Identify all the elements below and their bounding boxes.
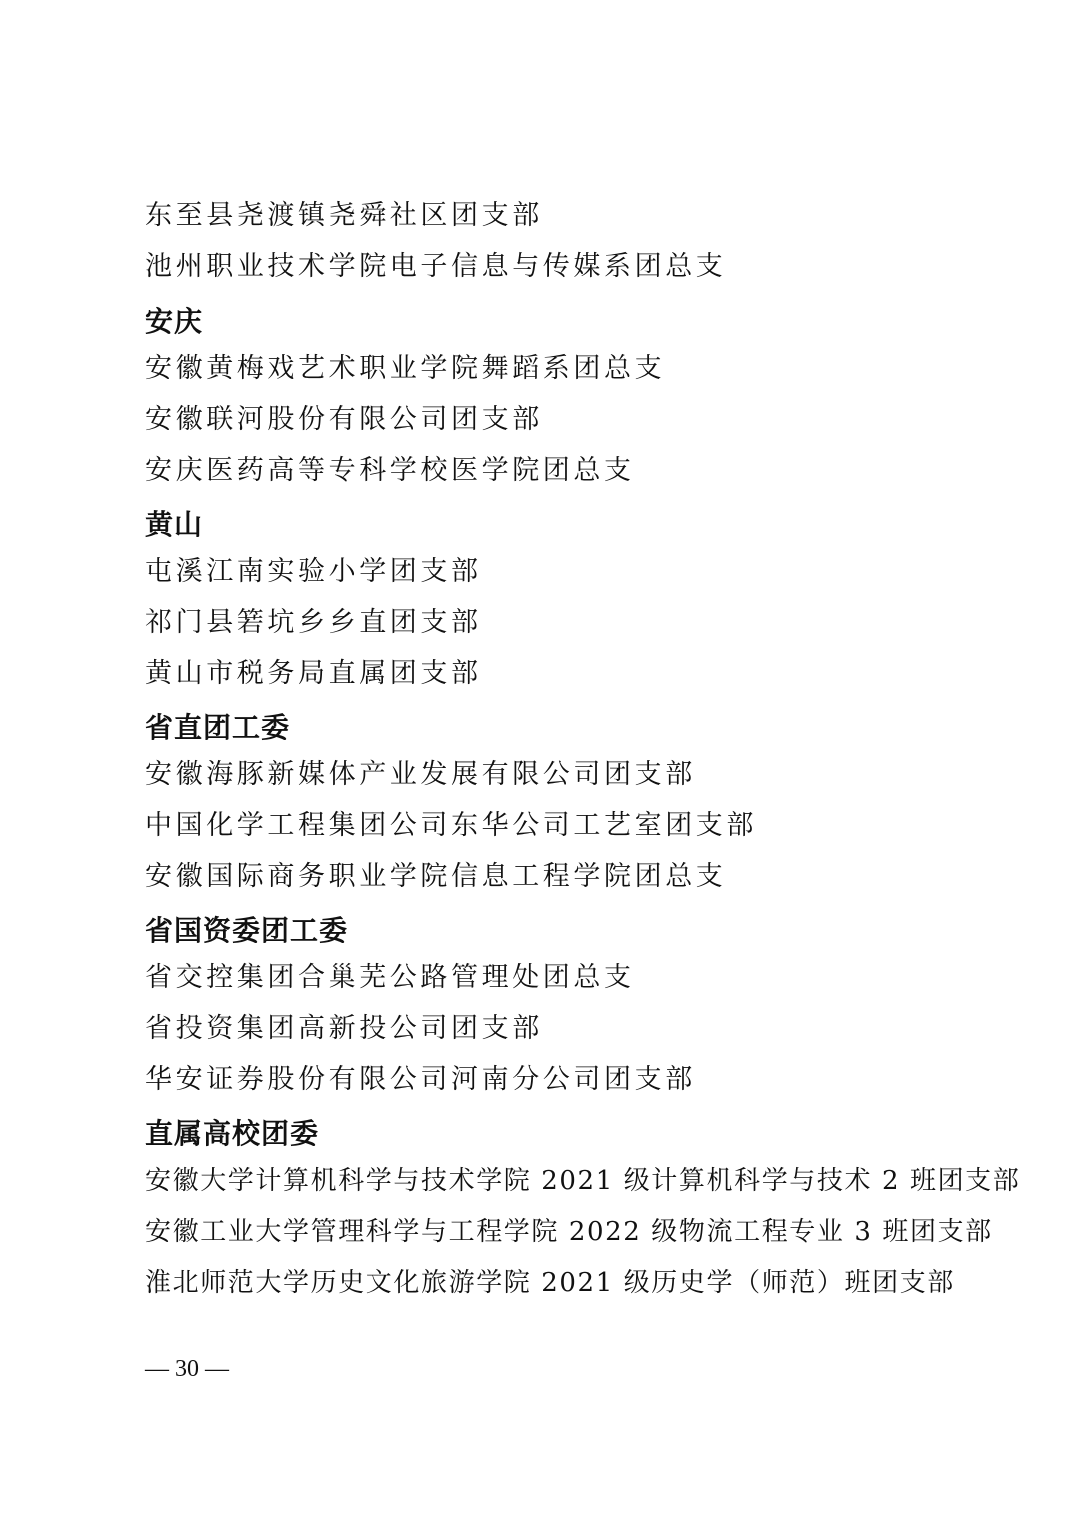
list-item: 安徽大学计算机科学与技术学院 2021 级计算机科学与技术 2 班团支部 <box>145 1166 1021 1196</box>
list-item: 安徽联河股份有限公司团支部 <box>145 404 543 435</box>
list-item: 安徽黄梅戏艺术职业学院舞蹈系团总支 <box>145 353 666 384</box>
list-item: 省交控集团合巢芜公路管理处团总支 <box>145 962 635 993</box>
list-item: 安徽工业大学管理科学与工程学院 2022 级物流工程专业 3 班团支部 <box>145 1217 993 1247</box>
list-item: 黄山市税务局直属团支部 <box>145 658 482 689</box>
list-item: 淮北师范大学历史文化旅游学院 2021 级历史学（师范）班团支部 <box>145 1268 955 1298</box>
page-number: — 30 — <box>145 1356 229 1382</box>
list-item: 中国化学工程集团公司东华公司工艺室团支部 <box>145 810 757 841</box>
list-item: 祁门县箬坑乡乡直团支部 <box>145 607 482 638</box>
section-heading: 省国资委团工委 <box>145 914 349 947</box>
list-item: 安徽海豚新媒体产业发展有限公司团支部 <box>145 759 696 790</box>
list-item: 省投资集团高新投公司团支部 <box>145 1013 543 1044</box>
list-item: 安徽国际商务职业学院信息工程学院团总支 <box>145 861 727 892</box>
section-heading: 直属高校团委 <box>145 1117 320 1150</box>
list-item: 安庆医药高等专科学校医学院团总支 <box>145 455 635 486</box>
list-item: 池州职业技术学院电子信息与传媒系团总支 <box>145 251 727 282</box>
section-heading: 安庆 <box>145 305 204 338</box>
list-item: 东至县尧渡镇尧舜社区团支部 <box>145 200 543 231</box>
section-heading: 省直团工委 <box>145 711 291 744</box>
list-item: 屯溪江南实验小学团支部 <box>145 556 482 587</box>
section-heading: 黄山 <box>145 508 204 541</box>
list-item: 华安证券股份有限公司河南分公司团支部 <box>145 1064 696 1095</box>
